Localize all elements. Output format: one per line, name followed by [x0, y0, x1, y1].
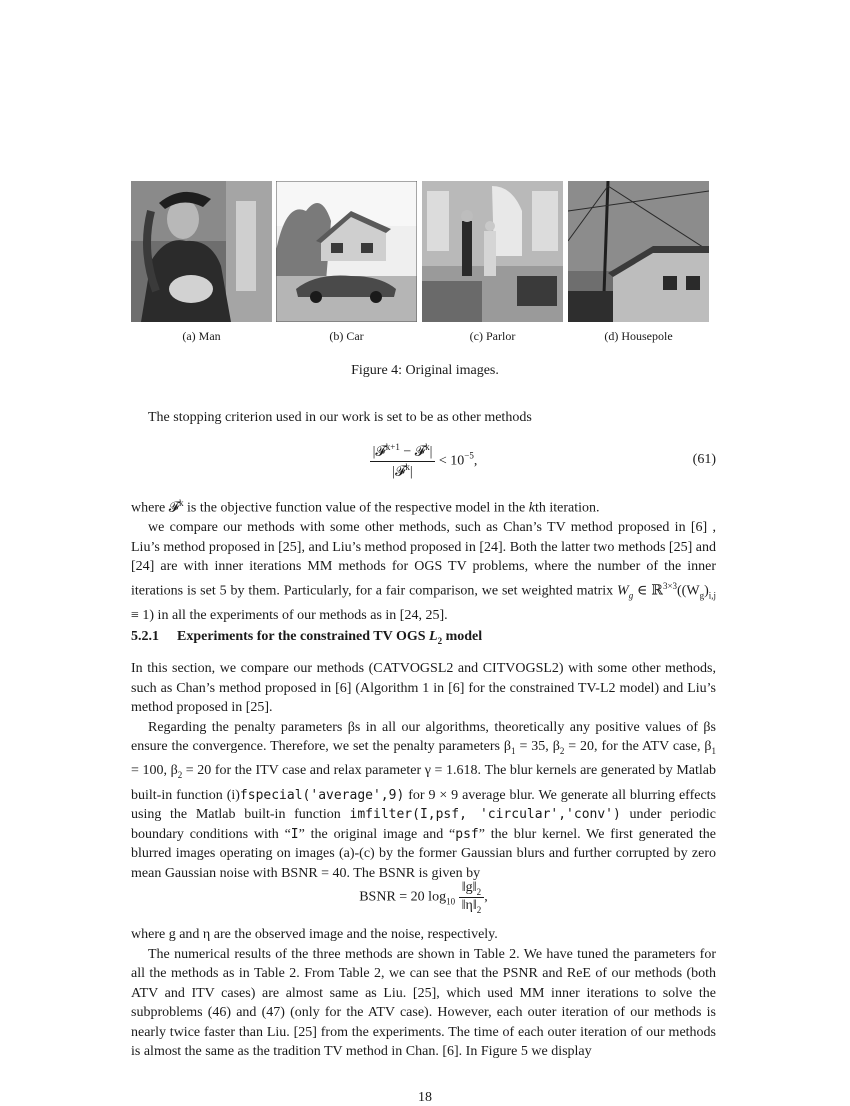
figure-caption: Figure 4: Original images.	[351, 363, 499, 378]
section-heading: 5.2.1 Experiments for the constrained TV OGS $L_2$ model	[131, 629, 483, 646]
housepole-photo	[568, 181, 709, 322]
equation-number: (61)	[692, 452, 716, 467]
where-line-1: where 𝓕$^k$ is the objective function value of the respective model in the kth iteration.	[131, 498, 600, 516]
car-photo	[276, 181, 417, 322]
intro-paragraph: The stopping criterion used in our work is set to be as other methods	[148, 410, 532, 425]
body-block-2	[131, 659, 716, 883]
image-car	[276, 181, 417, 322]
caption-b: (b) Car	[329, 329, 364, 343]
results-paragraph: The numerical results of the three methods are shown in Table 2. We have tuned the parameters for all the methods as in Table 2. From Table 2, we can see that the PSNR and ReE of our methods (both ATV and ITV cases) are almost same as Liu. [25], which used MM inner iterations to solve the subproblems (46) and (47) (only for the ATV case). However, each outer iteration of our methods is nearly twice faster than Liu. [25] from the experiments. The time of each outer iteration of our methods is almost the same as the tradition TV method in Chan. [6]. In Figure 5 we display	[131, 946, 716, 1059]
bsnr-equation: BSNR = 20 $\log_{10}$ $\frac{‖g‖_2}{‖\eta‖_2}$ ,	[359, 880, 488, 915]
comparison-paragraph: we compare our methods with some other methods, such as Chan’s TV method proposed in [6] , Liu’s method proposed in [25], and Liu’s method proposed in [24]. Both the latter two methods [25] and [24] are with inner iterations MM methods for OGS TV problems, where the number of the inner iterations is set 5 by them. Particularly, for a fair comparison, we set weighted matrix $W_g$ ∈ $ℝ^{3\times 3}((W_g)_{i,j} \equiv 1)$ in all the experiments of our methods as in [24, 25].	[131, 520, 716, 623]
image-housepole	[568, 181, 709, 322]
equation-61: $\frac{|𝓕^{k+1} - 𝓕^k|}{|𝓕^k|}$ < $10^{-5}$, (61)	[131, 442, 716, 480]
eq61-fraction: $\frac{|𝓕^{k+1} - 𝓕^k|}{|𝓕^k|}$	[370, 442, 436, 480]
body-block-3	[131, 925, 716, 1062]
caption-a: (a) Man	[182, 329, 221, 343]
caption-d: (d) Housepole	[604, 329, 673, 343]
parlor-photo	[422, 181, 563, 322]
image-parlor	[422, 181, 563, 322]
body-block-1	[131, 494, 716, 625]
page-number: 18	[418, 1090, 432, 1105]
man-photo	[131, 181, 272, 322]
subfigure-captions	[131, 329, 709, 345]
caption-c: (c) Parlor	[469, 329, 516, 343]
image-man	[131, 181, 272, 322]
bsnr-fraction: $\frac{‖g‖_2}{‖\eta‖_2}$	[459, 880, 485, 915]
section-intro-paragraph: In this section, we compare our methods (CATVOGSL2 and CITVOGSL2) with some other methods, such as Chan’s method proposed in [6] (Algorithm 1 in [6] for the constrained TV-L2 model) and Liu’s method proposed in [25].	[131, 661, 716, 715]
figure-4	[131, 181, 709, 322]
where-line-2: where g and η are the observed image and the noise, respectively.	[131, 927, 498, 942]
parameters-paragraph: Regarding the penalty parameters βs in all our algorithms, theoretically any positive values of βs ensure the convergence. Therefore, we set the penalty parameters $\beta_1 = 35$, $\beta_2 = 20$, for the ATV case, $\beta_1 = 100$, $\beta_2 = 20$ for the ITV case and relax parameter γ = 1.618. The blur kernels are generated by Matlab built-in function (i)fspecial('average',9) for 9 × 9 average blur. We generate all blurring effects using the Matlab built-in function imfilter(I,psf, 'circular','conv') under periodic boundary conditions with “I” the original image and “psf” the blur kernel. We first generated the blurred images operating on images (a)-(c) by the former Gaussian blurs and further corrupted by zero mean Gaussian noise with BSNR = 40. The BSNR is given by	[131, 719, 717, 881]
